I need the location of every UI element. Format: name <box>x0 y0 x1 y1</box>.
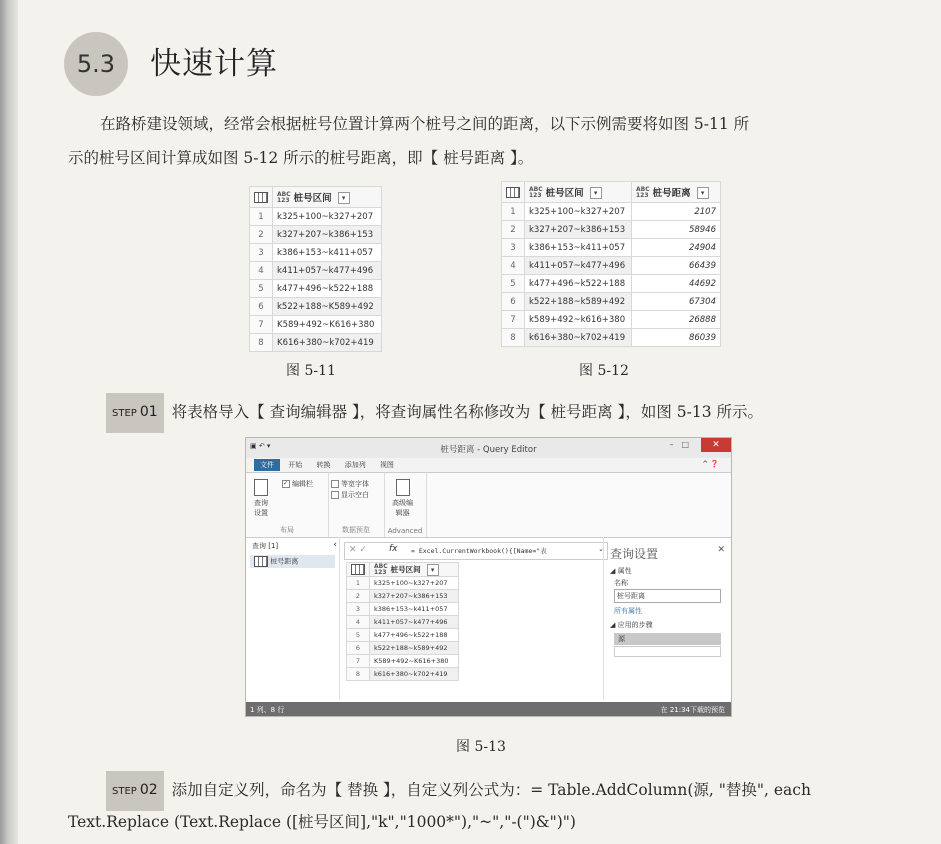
range-cell: k477+496~k522+188 <box>273 280 382 298</box>
section-number-badge <box>64 32 128 96</box>
row-index: 8 <box>347 668 370 681</box>
tab-add-column[interactable]: 添加列 <box>344 461 366 469</box>
range-cell: k589+492~k616+380 <box>525 311 632 329</box>
table-row <box>502 221 721 239</box>
filter-dropdown-icon: ▾ <box>338 192 350 204</box>
step-01 <box>106 393 763 433</box>
formula-cancel-icon[interactable]: ✕ ✓ <box>349 545 367 555</box>
table-row <box>502 275 721 293</box>
fig11-table <box>249 186 382 352</box>
table-row <box>502 329 721 347</box>
intro-line-2: 示的桩号区间计算成如图 5-12 所示的桩号距离，即【 桩号距离 】。 <box>68 149 534 167</box>
range-cell: k325+100~k327+207 <box>370 577 459 590</box>
row-index: 2 <box>250 226 273 244</box>
excel-app-icon: ▣ ↶ ▾ <box>250 442 271 450</box>
query-settings-pane <box>603 537 731 700</box>
row-index: 8 <box>502 329 525 347</box>
row-index: 3 <box>502 239 525 257</box>
settings-title: 查询设置 ✕ <box>610 545 725 561</box>
formula-text[interactable]: = Excel.CurrentWorkbook(){[Name="表 <box>411 547 547 555</box>
monospace-checkbox[interactable]: 等宽字体 <box>331 479 369 489</box>
table-row <box>502 257 721 275</box>
fig12-header-range: ABC 123 桩号区间 ▾ <box>525 182 632 203</box>
table-row <box>347 616 459 629</box>
row-index: 4 <box>250 262 273 280</box>
table-row <box>502 311 721 329</box>
step-02-line-1: 添加自定义列，命名为【 替换 】，自定义列公式为：= Table.AddColumn(源, "替换", each <box>171 781 811 799</box>
row-index: 1 <box>502 203 525 221</box>
distance-cell: 2107 <box>632 203 721 221</box>
close-button[interactable]: ✕ <box>701 438 731 452</box>
qe-data-grid <box>346 562 459 681</box>
qe-grid-table <box>346 562 459 681</box>
distance-cell: 58946 <box>632 221 721 239</box>
qe-ribbon-tabs <box>246 458 731 473</box>
table-row <box>250 280 382 298</box>
qe-title-bar <box>246 438 731 458</box>
name-label: 名称 <box>614 579 628 587</box>
distance-cell: 66439 <box>632 257 721 275</box>
group-data-preview <box>328 473 385 537</box>
table-row <box>250 298 382 316</box>
group-label-layout: 布局 <box>280 526 294 534</box>
figure-5-11 <box>249 186 382 352</box>
fig12-table <box>501 181 721 347</box>
range-cell: k522+188~k589+492 <box>370 642 459 655</box>
row-index: 5 <box>502 275 525 293</box>
range-cell: k325+100~k327+207 <box>525 203 632 221</box>
figure-5-12 <box>501 181 721 347</box>
step-badge: STEP 01 <box>106 393 164 433</box>
fig12-caption: 图 5-12 <box>579 363 629 379</box>
group-layout <box>246 473 329 537</box>
applied-step-empty <box>614 646 721 657</box>
table-row <box>347 577 459 590</box>
range-cell: k386+153~k411+057 <box>525 239 632 257</box>
collapse-pane-icon[interactable]: ‹ <box>333 540 337 550</box>
table-row <box>347 590 459 603</box>
intro-line-1: 在路桥建设领域，经常会根据桩号位置计算两个桩号之间的距离，以下示例需要将如图 5-11 所 <box>100 115 750 133</box>
table-row <box>347 603 459 616</box>
step-badge: STEP 02 <box>106 771 164 811</box>
filter-dropdown-icon: ▾ <box>590 187 602 199</box>
table-row <box>250 262 382 280</box>
close-pane-icon[interactable]: ✕ <box>717 545 725 555</box>
fig11-caption: 图 5-11 <box>286 363 336 379</box>
row-index: 6 <box>502 293 525 311</box>
range-cell: k327+207~k386+153 <box>273 226 382 244</box>
query-settings-button[interactable]: 查询 设置 <box>254 479 268 518</box>
tab-file[interactable]: 文件 <box>254 459 280 471</box>
help-icon[interactable]: ^ ❓ <box>702 460 719 468</box>
distance-cell: 24904 <box>632 239 721 257</box>
queries-pane <box>246 537 340 700</box>
range-cell: k477+496~k522+188 <box>525 275 632 293</box>
table-row <box>502 293 721 311</box>
page-binding-shadow <box>0 0 18 844</box>
applied-steps-label: ◢ 应用的步骤 <box>610 621 653 629</box>
row-index: 2 <box>502 221 525 239</box>
text-type-icon: ABC 123 <box>529 186 543 200</box>
fig11-header: ABC 123 桩号区间 ▾ <box>273 187 382 208</box>
name-input[interactable]: 桩号距离 <box>614 589 721 603</box>
range-cell: k411+057~k477+496 <box>273 262 382 280</box>
range-cell: k616+380~k702+419 <box>370 668 459 681</box>
row-index: 5 <box>250 280 273 298</box>
range-cell: k522+188~K589+492 <box>273 298 382 316</box>
step-01-text: 将表格导入【 查询编辑器 】，将查询属性名称修改为【 桩号距离 】，如图 5-13 所示。 <box>171 403 764 421</box>
range-cell: k411+057~k477+496 <box>370 616 459 629</box>
range-cell: k522+188~k589+492 <box>525 293 632 311</box>
range-cell: k386+153~k411+057 <box>370 603 459 616</box>
text-type-icon: ABC 123 <box>277 191 291 205</box>
table-row <box>347 668 459 681</box>
table-icon <box>351 564 365 575</box>
row-index: 3 <box>250 244 273 262</box>
formula-bar[interactable] <box>344 542 608 560</box>
row-index: 2 <box>347 590 370 603</box>
row-index: 5 <box>347 629 370 642</box>
distance-cell: 26888 <box>632 311 721 329</box>
all-properties-link[interactable]: 所有属性 <box>614 607 642 615</box>
range-cell: k386+153~k411+057 <box>273 244 382 262</box>
table-row <box>347 655 459 668</box>
table-row <box>250 226 382 244</box>
range-cell: k325+100~k327+207 <box>273 208 382 226</box>
advanced-editor-button[interactable]: 高级编 辑器 <box>392 479 413 518</box>
fx-icon: fx <box>389 544 398 554</box>
row-index: 8 <box>250 334 273 352</box>
query-settings-icon <box>254 479 268 496</box>
row-index: 3 <box>347 603 370 616</box>
table-icon <box>254 192 268 203</box>
status-right: 在 21:34下载的预览 <box>660 706 725 714</box>
query-item[interactable]: 桩号距离 <box>250 555 335 568</box>
advanced-editor-icon <box>396 479 410 496</box>
row-index: 1 <box>250 208 273 226</box>
row-index: 6 <box>250 298 273 316</box>
properties-label: ◢ 属性 <box>610 567 632 575</box>
applied-step-source[interactable]: 源 <box>614 633 721 645</box>
step-02-line-2: Text.Replace (Text.Replace ([桩号区间],"k","1000*"),"~","-(")&")") <box>68 813 576 831</box>
qe-ribbon <box>246 473 731 538</box>
text-type-icon: ABC 123 <box>374 562 388 576</box>
range-cell: k411+057~k477+496 <box>525 257 632 275</box>
section-title: 快速计算 <box>150 46 278 82</box>
range-cell: k477+496~k522+188 <box>370 629 459 642</box>
range-cell: K589+492~K616+380 <box>370 655 459 668</box>
query-editor-window <box>245 437 732 717</box>
table-row <box>250 316 382 334</box>
row-index: 4 <box>502 257 525 275</box>
filter-dropdown-icon: ▾ <box>697 187 709 199</box>
range-cell: k616+380~k702+419 <box>525 329 632 347</box>
row-index: 4 <box>347 616 370 629</box>
text-type-icon: ABC 123 <box>636 186 650 200</box>
range-cell: k327+207~k386+153 <box>370 590 459 603</box>
distance-cell: 86039 <box>632 329 721 347</box>
group-advanced <box>384 473 427 537</box>
qe-window-title: 桩号距离 - Query Editor <box>440 445 537 455</box>
table-row <box>250 244 382 262</box>
table-icon <box>506 187 520 198</box>
qe-grid-header[interactable]: ABC 123 桩号区间 ▾ <box>370 563 459 577</box>
tab-view[interactable]: 视图 <box>379 461 394 469</box>
range-cell: K589+492~K616+380 <box>273 316 382 334</box>
group-label-preview: 数据预览 <box>342 526 370 534</box>
table-corner <box>250 187 273 208</box>
row-index: 7 <box>250 316 273 334</box>
table-row <box>502 239 721 257</box>
section-number: 5.3 <box>76 50 116 78</box>
formula-bar-checkbox[interactable]: ✓ 编辑栏 <box>283 480 313 488</box>
formula-expand-icon[interactable]: ⌄ <box>598 545 604 553</box>
status-bar <box>246 702 731 716</box>
table-corner <box>502 182 525 203</box>
table-row <box>250 208 382 226</box>
table-row <box>502 203 721 221</box>
table-row <box>347 629 459 642</box>
fig13-caption: 图 5-13 <box>456 739 506 755</box>
filter-dropdown-icon: ▾ <box>427 564 439 576</box>
table-icon <box>254 556 268 567</box>
row-index: 1 <box>347 577 370 590</box>
row-index: 7 <box>502 311 525 329</box>
group-label-advanced: Advanced <box>387 527 423 535</box>
table-row <box>250 334 382 352</box>
row-index: 7 <box>347 655 370 668</box>
table-corner[interactable] <box>347 563 370 577</box>
distance-cell: 67304 <box>632 293 721 311</box>
tab-home[interactable]: 开始 <box>288 461 303 469</box>
range-cell: k327+207~k386+153 <box>525 221 632 239</box>
window-controls[interactable]: –□ <box>669 440 697 449</box>
row-index: 6 <box>347 642 370 655</box>
table-row <box>347 642 459 655</box>
range-cell: K616+380~k702+419 <box>273 334 382 352</box>
status-left: 1 列、8 行 <box>250 706 285 714</box>
queries-header: 查询 [1] <box>252 542 279 550</box>
distance-cell: 44692 <box>632 275 721 293</box>
fig12-header-distance: ABC 123 桩号距离 ▾ <box>632 182 721 203</box>
tab-transform[interactable]: 转换 <box>316 461 331 469</box>
whitespace-checkbox[interactable]: 显示空白 <box>331 490 369 500</box>
